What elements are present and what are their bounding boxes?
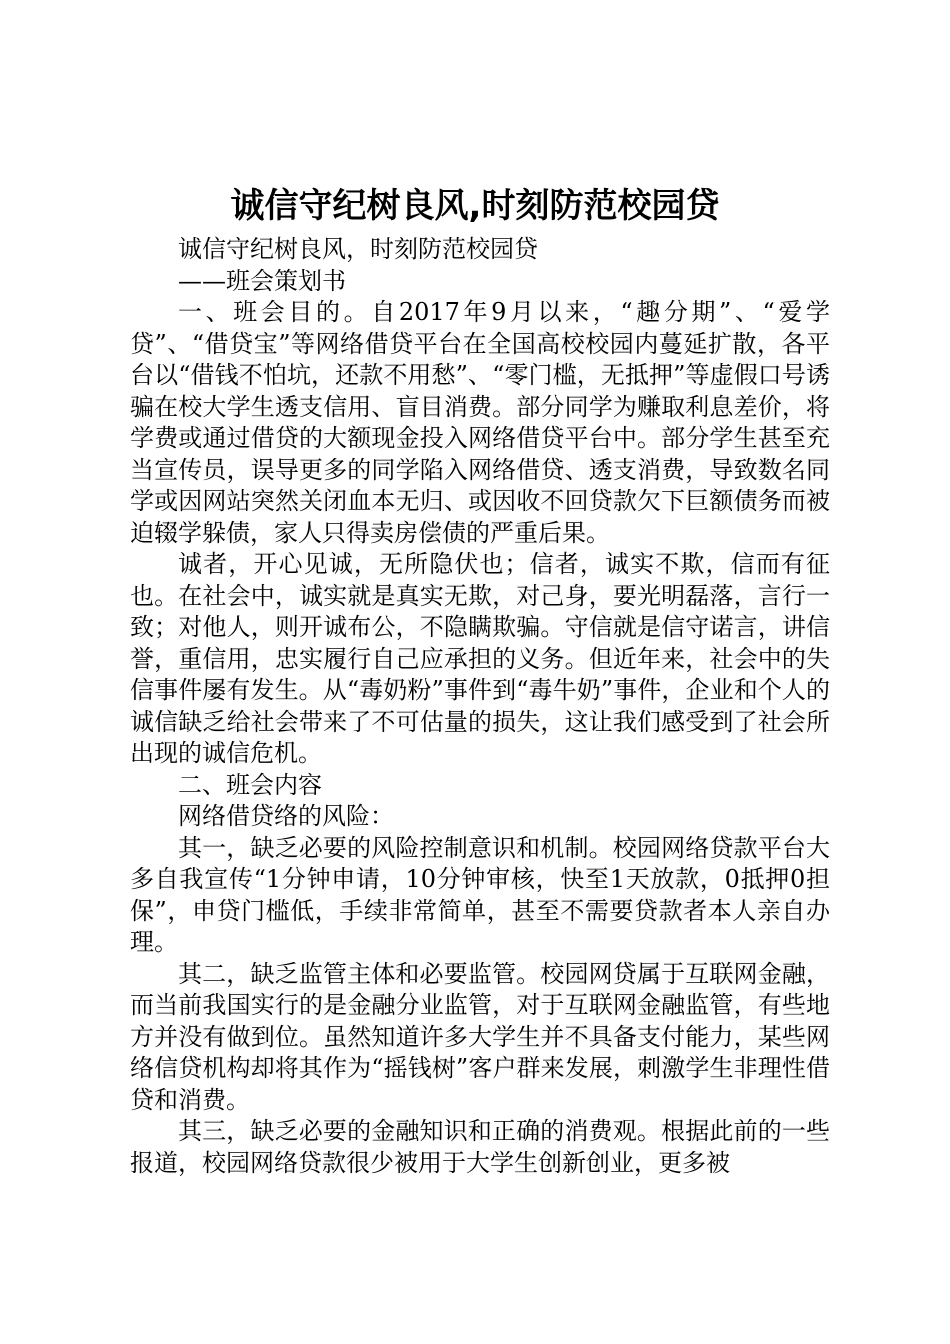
document-title: 诚信守纪树良风,时刻防范校园贷	[230, 186, 720, 226]
paragraph-purpose: 一、班会目的。自2017年9月以来，“趣分期”、“爱学贷”、“借贷宝”等网络借贷平台在全国高校校园内蔓延扩散，各平台以“借钱不怕坑，还款不用愁”、“零门槛，无抵押”等虚假口号诱骗在校大学生透支信用、盲目消费。部分同学为赚取利息差价，将学费或通过借贷的大额现金投入网络借贷平台中。部分学生甚至充当宣传员，误导更多的同学陷入网络借贷、透支消费，导致数名同学或因网站突然关闭血本无归、或因收不回贷款欠下巨额债务而被迫辍学躲债，家人只得卖房偿债的严重后果。	[130, 298, 830, 547]
paragraph-integrity: 诚者，开心见诚，无所隐伏也；信者，诚实不欺，信而有征也。在社会中，诚实就是真实无欺，对己身，要光明磊落，言行一致；对他人，则开诚布公，不隐瞒欺骗。守信就是信守诺言，讲信誉，重信用，忠实履行自己应承担的义务。但近年来，社会中的失信事件屡有发生。从“毒奶粉”事件到“毒牛奶”事件，企业和个人的诚信缺乏给社会带来了不可估量的损失，这让我们感受到了社会所出现的诚信危机。	[130, 550, 830, 767]
subheading-risks: 网络借贷络的风险：	[178, 802, 394, 830]
paragraph-risk-three: 其三，缺乏必要的金融知识和正确的消费观。根据此前的一些报道，校园网络贷款很少被用于大学生创新创业，更多被	[130, 1117, 830, 1177]
document-body	[130, 234, 830, 1179]
section-heading-content: 二、班会内容	[178, 770, 322, 799]
subtitle-plan-line: ——班会策划书	[178, 266, 346, 295]
paragraph-risk-two: 其二，缺乏监管主体和必要监管。校园网贷属于互联网金融，而当前我国实行的是金融分业监管，对于互联网金融监管，有些地方并没有做到位。虽然知道许多大学生并不具备支付能力，某些网络信贷机构却将其作为“摇钱树”客户群来发展，刺激学生非理性借贷和消费。	[130, 959, 830, 1114]
subtitle-line: 诚信守纪树良风，时刻防范校园贷	[178, 235, 538, 263]
paragraph-risk-one: 其一，缺乏必要的风险控制意识和机制。校园网络贷款平台大多自我宣传“1分钟申请，10分钟审核，快至1天放款，0抵押0担保”，申贷门槛低，手续非常简单，甚至不需要贷款者本人亲自办理。	[130, 833, 830, 956]
